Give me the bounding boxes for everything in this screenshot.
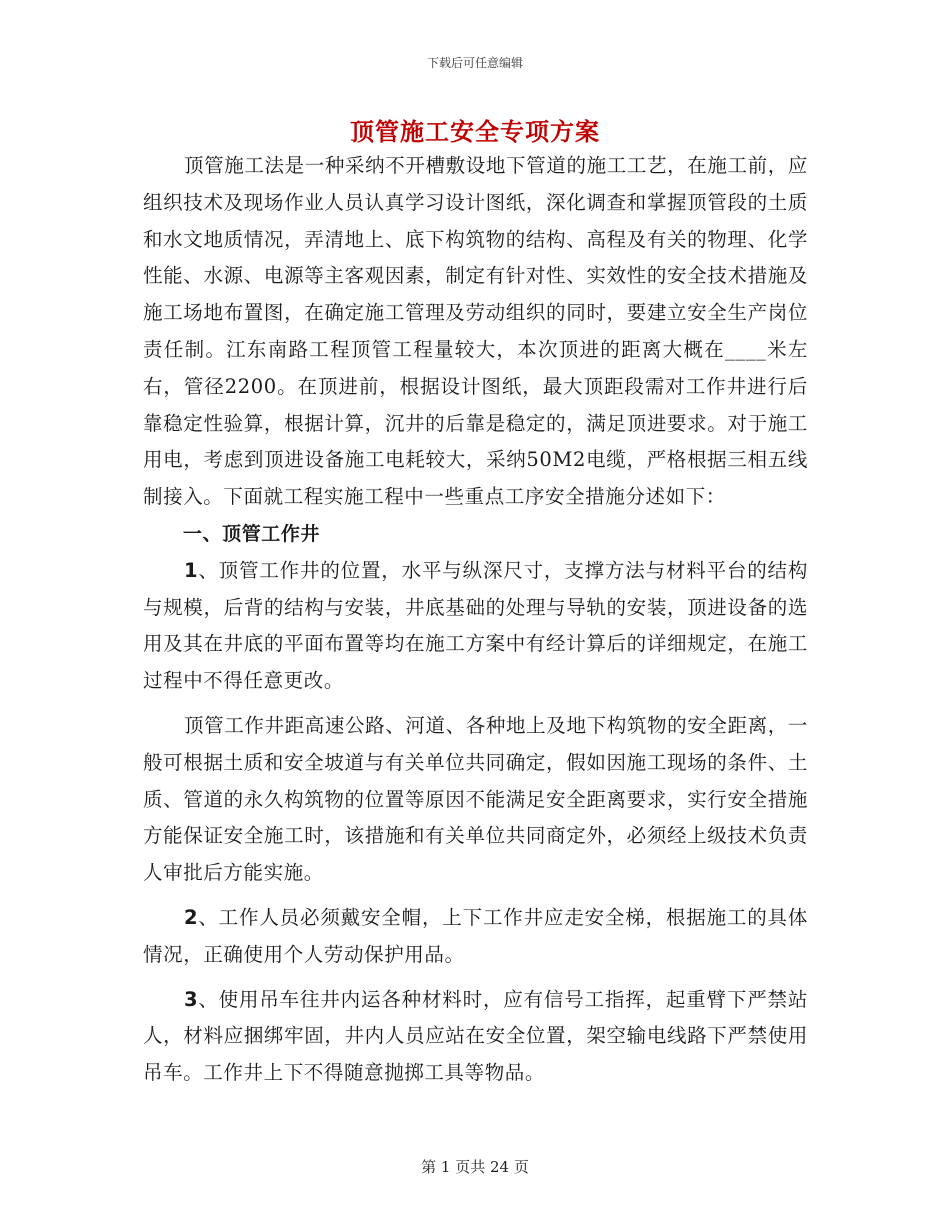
item-paragraph-1b — [143, 708, 808, 892]
intro-paragraph: 顶管施工法是一种采纳不开槽敷设地下管道的施工工艺，在施工前，应组织技术及现场作业人员认真学习设计图纸，深化调查和掌握顶管段的土质和水文地质情况，弄清地上、底下构筑物的结构、高程及有关的物理、化学性能、水源、电源等主客观因素，制定有针对性、实效性的安全技术措施及施工场地布置图，在确定施工管理及劳动组织的同时，要建立安全生产岗位责任制。江东南路工程顶管工程量较大，本次顶进的距离大概在____米左右，管径2200。在顶进前，根据设计图纸，最大顶距段需对工作井进行后靠稳定性验算，根据计算，沉井的后靠是稳定的，满足顶进要求。对于施工用电，考虑到顶进设备施工电耗较大，采纳50M2电缆，严格根据三相五线制接入。下面就工程实施工程中一些重点工序安全措施分述如下： — [143, 154, 808, 509]
item-number: 2 — [183, 905, 199, 929]
section-heading: 一、顶管工作井 — [182, 522, 321, 545]
page-footer: 第 1 页共 24 页 — [421, 1158, 529, 1176]
item-text: 、使用吊车往井内运各种材料时，应有信号工指挥，起重臂下严禁站人，材料应捆绑牢固，井内人员应站在安全位置，架空输电线路下严禁使用吊车。工作井上下不得随意抛掷工具等物品。 — [143, 987, 808, 1085]
item-paragraph-3 — [143, 982, 808, 1092]
item-paragraph-1 — [143, 553, 808, 700]
document-title: 顶管施工安全专项方案 — [350, 117, 600, 146]
header-note: 下载后可任意编辑 — [426, 56, 523, 70]
item-text: 、顶管工作井的位置，水平与纵深尺寸，支撑方法与材料平台的结构与规模，后背的结构与安装，井底基础的处理与导轨的安装，顶进设备的选用及其在井底的平面布置等均在施工方案中有经计算后的详细规定，在施工过程中不得任意更改。 — [143, 558, 808, 693]
item-text: 顶管工作井距高速公路、河道、各种地上及地下构筑物的安全距离，一般可根据土质和安全坡道与有关单位共同确定，假如因施工现场的条件、土质、管道的永久构筑物的位置等原因不能满足安全距离要求，实行安全措施方能保证安全施工时，该措施和有关单位共同商定外，必须经上级技术负责人审批后方能实施。 — [143, 713, 808, 885]
document-body — [143, 148, 808, 1092]
item-text: 、工作人员必须戴安全帽，上下工作井应走安全梯，根据施工的具体情况，正确使用个人劳动保护用品。 — [143, 905, 808, 966]
item-number: 3 — [183, 987, 199, 1011]
item-number: 1 — [183, 558, 199, 582]
item-paragraph-2 — [143, 900, 808, 974]
